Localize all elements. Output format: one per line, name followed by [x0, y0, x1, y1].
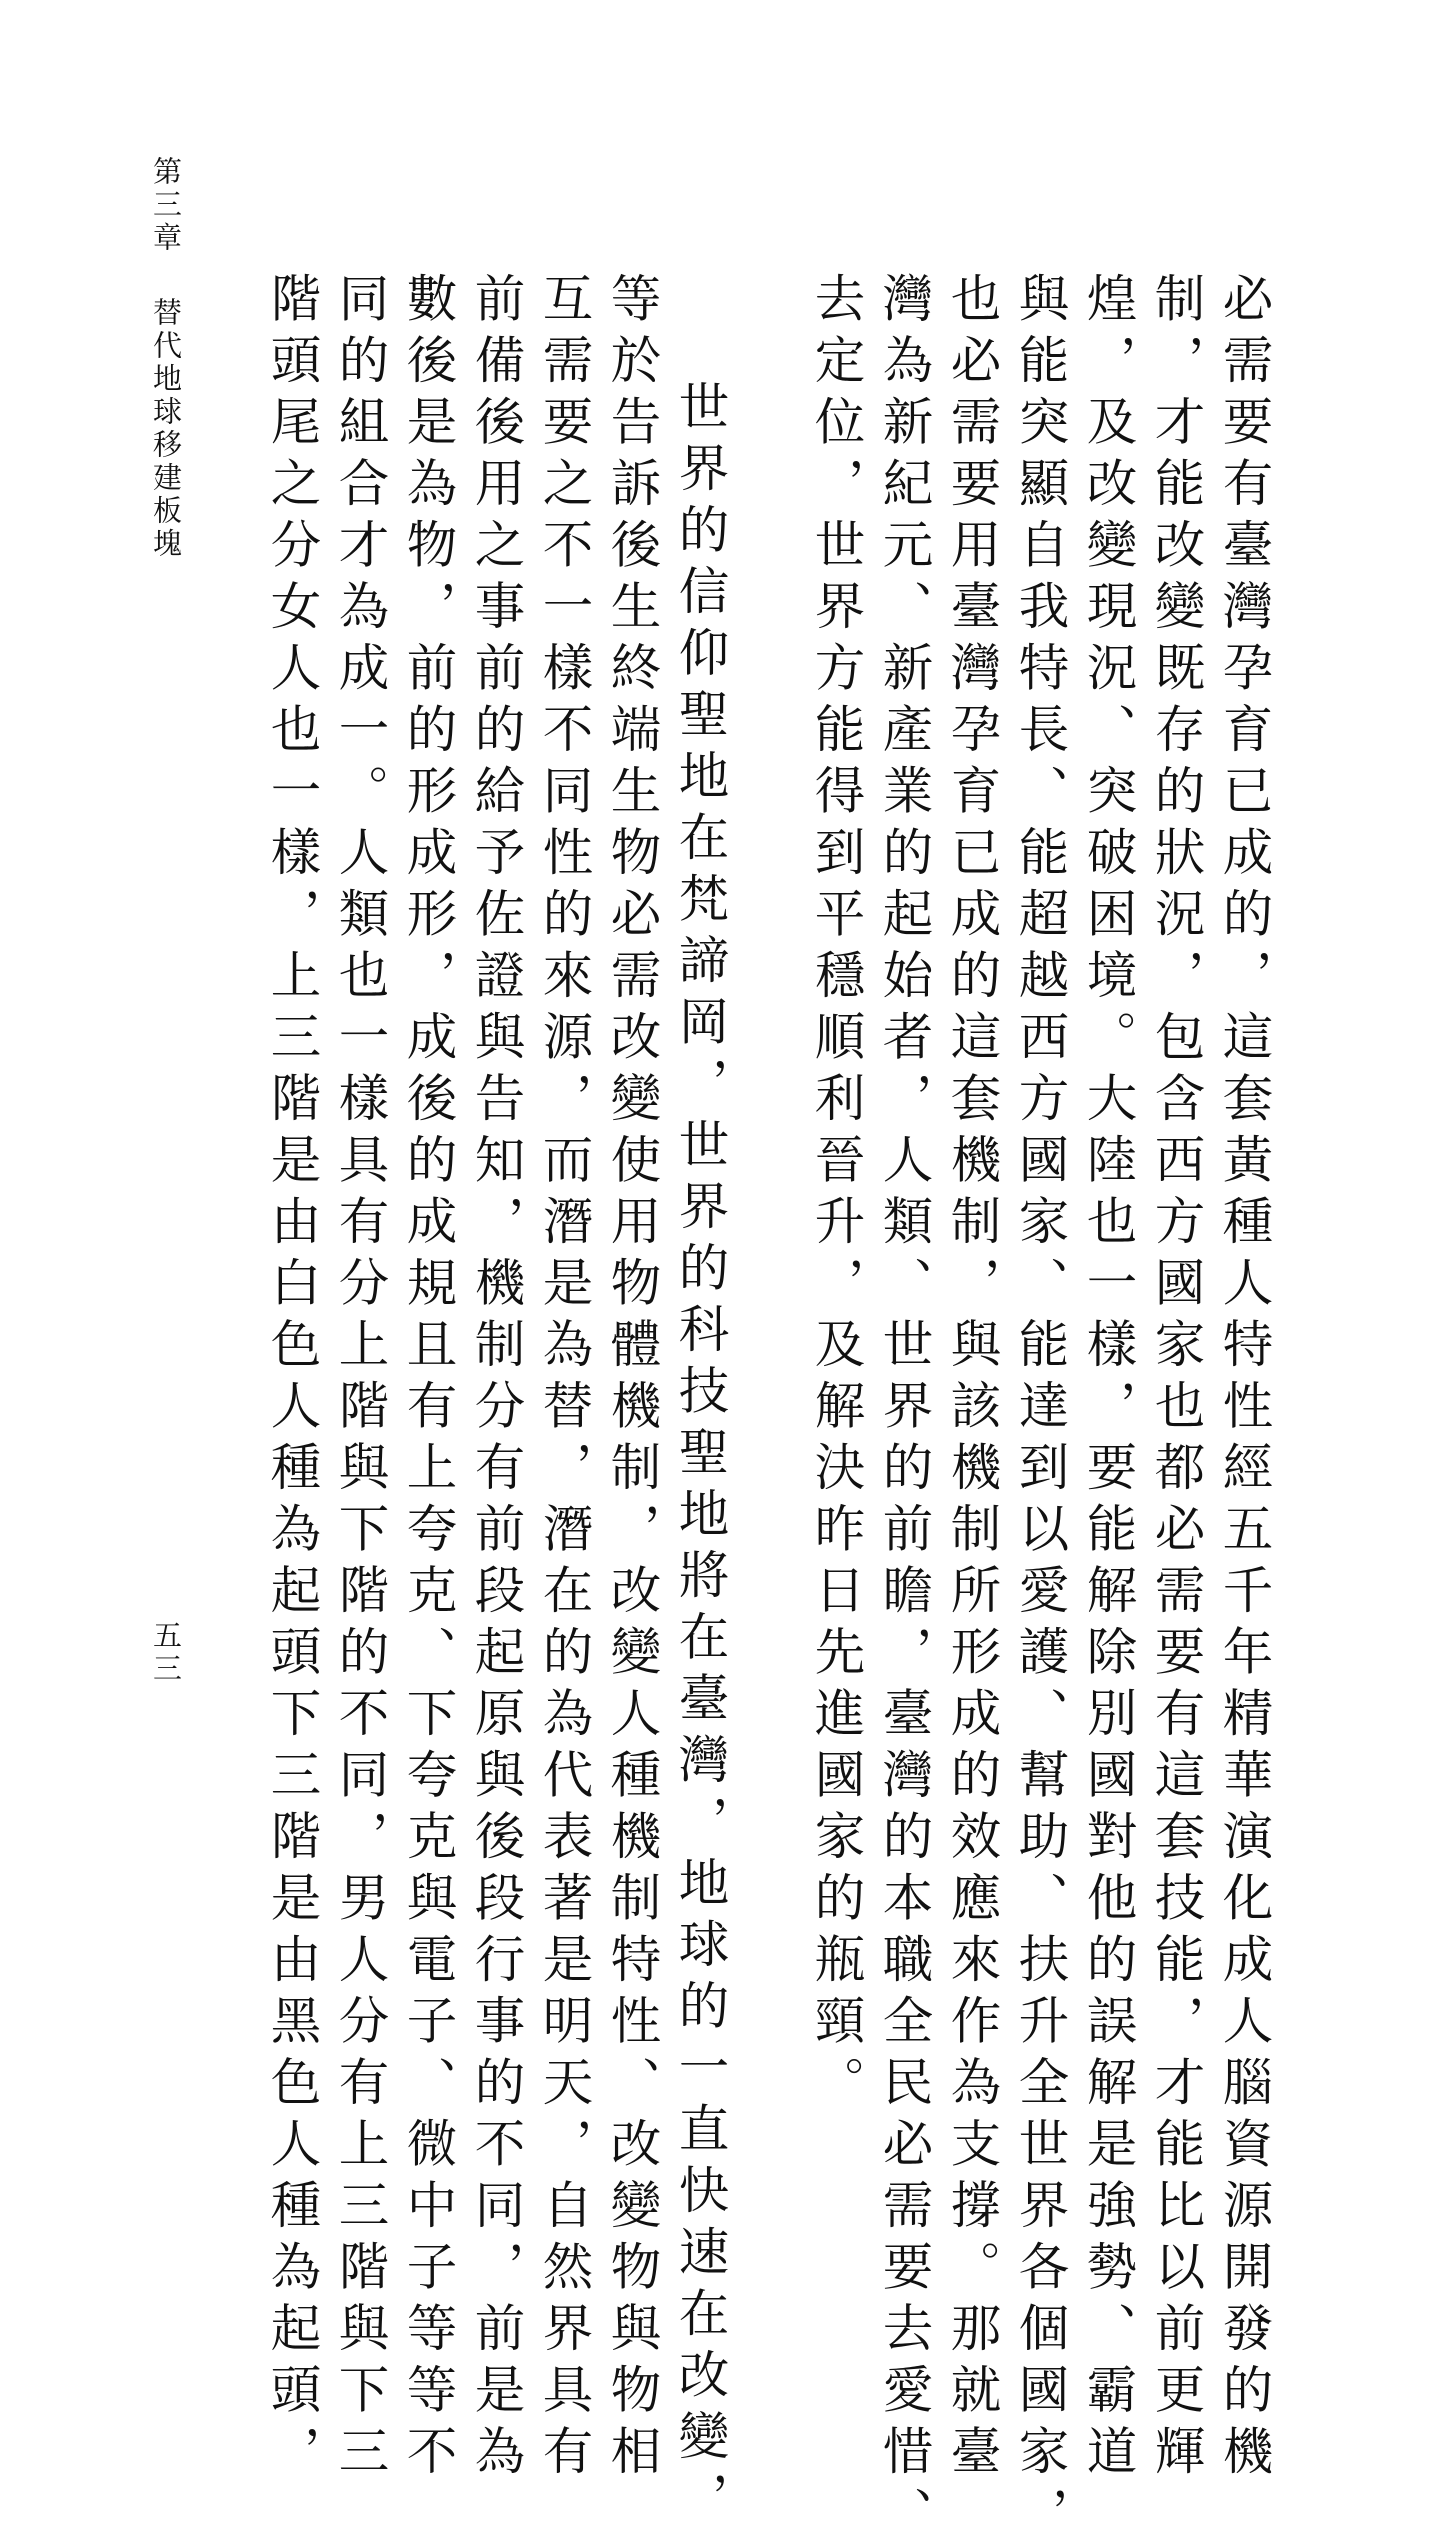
book-title: 替代地球移建板塊 — [149, 297, 183, 561]
text-column-6: 灣為新紀元、新產業的起始者，人類、世界的前瞻，臺灣的本職全民必需要去愛惜、 — [875, 272, 934, 2548]
text-column-12: 數後是為物，前的形成形，成後的成規且有上夸克、下夸克與電子、微中子等等不 — [399, 272, 458, 2486]
text-column-10: 互需要之不一樣不同性的來源，而潛是為替，潛在的為代表著是明天，自然界具有 — [535, 272, 594, 2486]
running-header-title — [148, 156, 184, 561]
text-column-9: 等於告訴後生終端生物必需改變使用物體機制，改變人種機制特性、改變物與物相 — [603, 272, 662, 2486]
text-column-1: 必需要有臺灣孕育已成的，這套黃種人特性經五千年精華演化成人腦資源開發的機 — [1215, 272, 1274, 2486]
text-column-11: 前備後用之事前的給予佐證與告知，機制分有前段起原與後段行事的不同，前是為 — [467, 272, 526, 2486]
text-column-5: 也必需要用臺灣孕育已成的這套機制，與該機制所形成的效應來作為支撐。那就臺 — [943, 272, 1002, 2486]
page-number: 五三 — [149, 1620, 183, 1686]
chapter-label: 第三章 — [149, 156, 183, 255]
text-column-4: 與能突顯自我特長、能超越西方國家、能達到以愛護、幫助、扶升全世界各個國家， — [1011, 272, 1070, 2548]
text-column-7: 去定位，世界方能得到平穩順利晉升，及解決昨日先進國家的瓶頸。 — [807, 272, 866, 2117]
text-column-14: 階頭尾之分女人也一樣，上三階是由白色人種為起頭下三階是由黑色人種為起頭， — [263, 272, 322, 2486]
text-column-3: 煌，及改變現況、突破困境。大陸也一樣，要能解除別國對他的誤解是強勢、霸道 — [1079, 272, 1138, 2486]
text-column-8: 世界的信仰聖地在梵諦岡，世界的科技聖地將在臺灣，地球的一直快速在改變， — [671, 380, 730, 2533]
text-column-2: 制，才能改變既存的狀況，包含西方國家也都必需要有這套技能，才能比以前更輝 — [1147, 272, 1206, 2486]
text-column-13: 同的組合才為成一。人類也一樣具有分上階與下階的不同，男人分有上三階與下三 — [331, 272, 390, 2486]
